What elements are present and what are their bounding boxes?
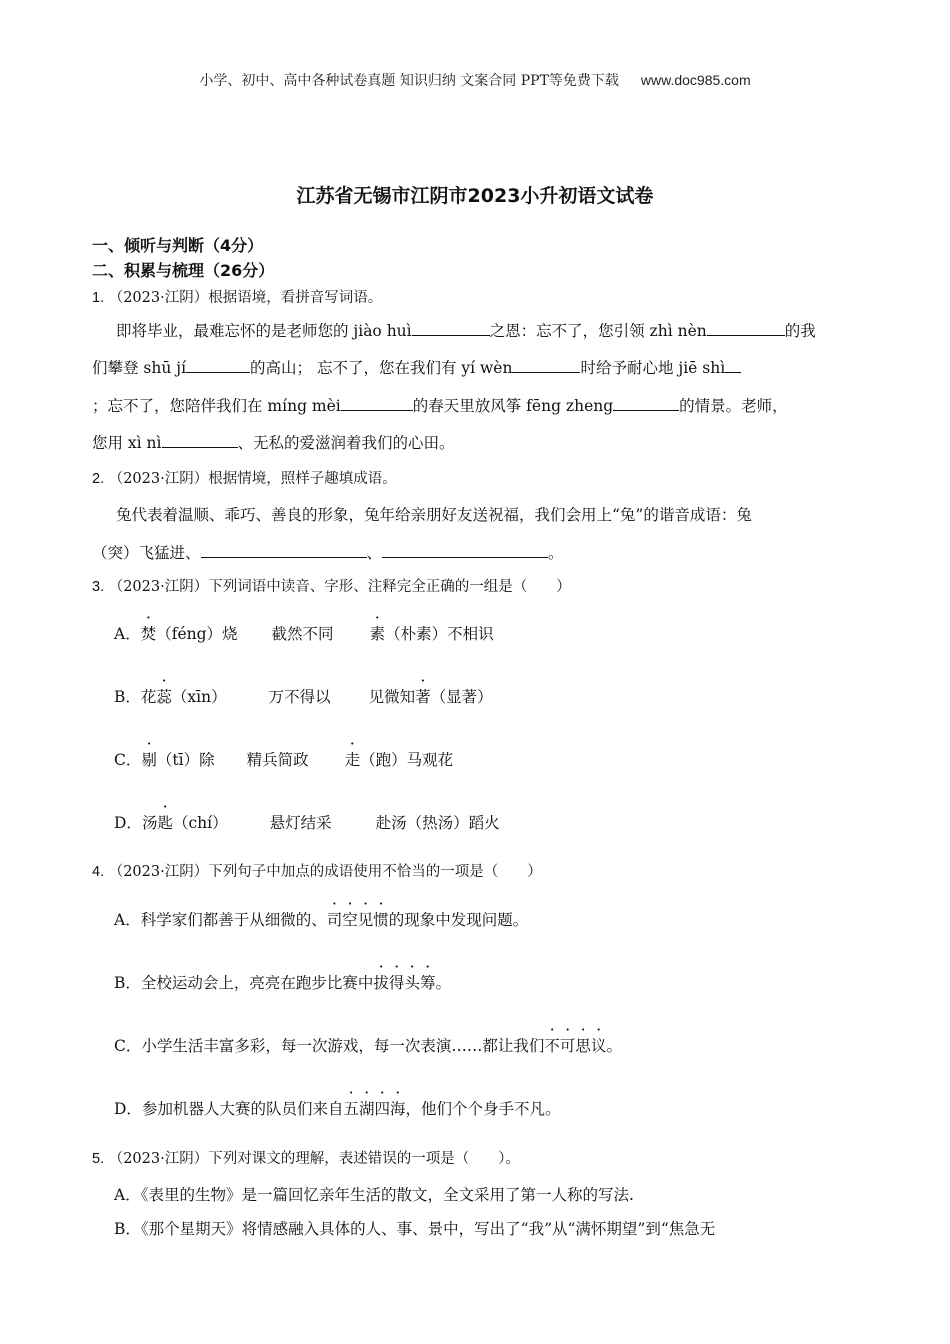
option-text: 。 bbox=[435, 974, 451, 992]
question-3-prompt bbox=[92, 575, 571, 596]
option-text: 《表里的生物》是一篇回忆亲年生活的散文，全文采用了第一人称的写法. bbox=[140, 1186, 634, 1204]
option-word: （跑）马观花 bbox=[360, 751, 454, 769]
header-text: 小学、初中、高中各种试卷真题 知识归纳 文案合同 PPT等免费下载 bbox=[199, 73, 619, 89]
dotted-char: 湖 bbox=[358, 1100, 375, 1118]
q1-text: 即将毕业，最难忘怀的是老师您的 jiào huì bbox=[116, 322, 412, 340]
option-word: （féng）烧 bbox=[156, 625, 238, 643]
q1-text: 的情景。老师， bbox=[679, 397, 788, 415]
q2-text: 、 bbox=[366, 544, 383, 562]
dotted-char: 司 bbox=[326, 911, 343, 929]
q5-option-a[interactable] bbox=[114, 1183, 634, 1205]
question-text: （2023·江阴）下列词语中读音、字形、注释完全正确的一组是（ ） bbox=[108, 579, 571, 595]
dotted-char: 可 bbox=[559, 1037, 576, 1055]
option-word: 万不得以 bbox=[268, 688, 331, 706]
q2-line-1: 兔代表着温顺、乖巧、善良的形象，兔年给亲朋好友送祝福，我们会用上“兔”的谐音成语：兔 bbox=[116, 506, 752, 524]
q3-option-d[interactable] bbox=[114, 811, 500, 833]
option-word: （xīn） bbox=[171, 688, 227, 706]
q1-text: 、无私的爱滋润着我们的心田。 bbox=[237, 434, 455, 452]
question-text: （2023·江阴）下列对课文的理解，表述错误的一项是（ ）。 bbox=[108, 1151, 520, 1167]
option-word: （tī）除 bbox=[156, 751, 215, 769]
option-label: C． bbox=[114, 751, 142, 769]
q1-line-1 bbox=[116, 319, 816, 341]
q5-option-b[interactable] bbox=[114, 1217, 715, 1239]
q4-option-c[interactable] bbox=[114, 1034, 622, 1056]
q3-option-c[interactable] bbox=[114, 748, 453, 770]
question-text: （2023·江阴）根据语境，看拼音写词语。 bbox=[108, 290, 383, 306]
q1-text: 的高山； 忘不了，您在我们有 yí wèn bbox=[250, 359, 513, 377]
answer-blank[interactable] bbox=[512, 358, 580, 373]
option-label: A． bbox=[114, 1186, 141, 1204]
option-word: （朴素）不相识 bbox=[385, 625, 494, 643]
question-number: 3. bbox=[92, 579, 105, 595]
dotted-char: 拔 bbox=[373, 974, 389, 992]
dotted-char: 见 bbox=[357, 911, 374, 929]
page-title: 江苏省无锡市江阴市2023小升初语文试卷 bbox=[296, 185, 654, 207]
dotted-char: 蕊 bbox=[156, 688, 172, 706]
dotted-char: 议 bbox=[590, 1037, 607, 1055]
option-label: B． bbox=[114, 1220, 141, 1238]
q2-text: 。 bbox=[548, 544, 564, 562]
dotted-char: 著 bbox=[415, 688, 431, 706]
dotted-char: 不 bbox=[544, 1037, 560, 1055]
answer-blank[interactable] bbox=[613, 396, 679, 411]
question-number: 5. bbox=[92, 1151, 105, 1167]
option-text: ，他们个个身手不凡。 bbox=[405, 1100, 561, 1118]
question-number: 2. bbox=[92, 471, 105, 487]
dotted-char: 焚 bbox=[140, 625, 157, 643]
option-word: 精兵简政 bbox=[246, 751, 309, 769]
answer-blank[interactable] bbox=[186, 358, 250, 373]
q2-line-2 bbox=[92, 541, 564, 563]
q1-line-3 bbox=[92, 394, 788, 416]
answer-blank[interactable] bbox=[412, 321, 490, 336]
q1-text: 的春天里放风筝 fēng zheng bbox=[412, 397, 614, 415]
page-header bbox=[0, 70, 950, 90]
q4-option-b[interactable] bbox=[114, 971, 451, 993]
q2-text: （突）飞猛进、 bbox=[92, 544, 201, 562]
option-word: 汤 bbox=[141, 814, 158, 832]
option-word: 花 bbox=[140, 688, 157, 706]
q3-option-b[interactable] bbox=[114, 685, 493, 707]
question-text: （2023·江阴）根据情境，照样子趣填成语。 bbox=[108, 471, 397, 487]
q1-text: 您用 xì nì bbox=[92, 434, 162, 452]
question-text: （2023·江阴）下列句子中加点的成语使用不恰当的一项是（ ） bbox=[108, 864, 542, 880]
q4-option-a[interactable] bbox=[114, 908, 528, 930]
option-word: （chí） bbox=[172, 814, 228, 832]
option-label: B． bbox=[114, 688, 141, 706]
q1-line-4 bbox=[92, 431, 455, 453]
option-text: 《那个星期天》将情感融入具体的人、事、景中，写出了“我”从“满怀期望”到“焦急无 bbox=[140, 1220, 716, 1238]
q1-text: 时给予耐心地 jiē shì bbox=[580, 359, 726, 377]
option-word: 赴汤（热汤）蹈火 bbox=[375, 814, 500, 832]
dotted-char: 走 bbox=[344, 751, 361, 769]
q1-text: ；忘不了，您陪伴我们在 míng mèi bbox=[92, 397, 341, 415]
q4-option-d[interactable] bbox=[114, 1097, 561, 1119]
q3-option-a[interactable] bbox=[114, 622, 494, 644]
dotted-char: 剔 bbox=[141, 751, 157, 769]
dotted-char: 惯 bbox=[373, 911, 389, 929]
answer-blank[interactable] bbox=[162, 433, 238, 448]
answer-blank[interactable] bbox=[707, 321, 785, 336]
option-word: 见微知 bbox=[368, 688, 416, 706]
option-text: 科学家们都善于从细微的、 bbox=[140, 911, 327, 929]
option-text: 全校运动会上，亮亮在跑步比赛中 bbox=[140, 974, 374, 992]
question-1-prompt bbox=[92, 286, 382, 307]
section-1-heading: 一、倾听与判断（4分） bbox=[92, 236, 264, 255]
q1-text: 们攀登 shū jí bbox=[92, 359, 187, 377]
answer-blank[interactable] bbox=[201, 543, 367, 558]
question-number: 4. bbox=[92, 864, 105, 880]
dotted-char: 五 bbox=[343, 1100, 359, 1118]
dotted-char: 素 bbox=[369, 625, 386, 643]
q1-text: 的我 bbox=[784, 322, 816, 340]
dotted-char: 得 bbox=[388, 974, 405, 992]
answer-blank[interactable] bbox=[725, 358, 741, 373]
question-4-prompt bbox=[92, 860, 542, 881]
option-label: D． bbox=[114, 1100, 142, 1118]
option-word: （显著） bbox=[430, 688, 493, 706]
header-site[interactable]: www.doc985.com bbox=[640, 72, 751, 88]
option-label: C． bbox=[114, 1037, 142, 1055]
option-word: 截然不同 bbox=[271, 625, 334, 643]
option-text: 的现象中发现问题。 bbox=[388, 911, 529, 929]
option-label: B． bbox=[114, 974, 141, 992]
option-text: 小学生活丰富多彩，每一次游戏，每一次表演……都让我们 bbox=[141, 1037, 545, 1055]
dotted-char: 思 bbox=[575, 1037, 591, 1055]
dotted-char: 海 bbox=[390, 1100, 406, 1118]
question-2-prompt bbox=[92, 467, 397, 488]
option-label: A． bbox=[114, 911, 141, 929]
q1-text: 之恩：忘不了，您引领 zhì nèn bbox=[489, 322, 707, 340]
dotted-char: 头 bbox=[404, 974, 420, 992]
dotted-char: 筹 bbox=[419, 974, 436, 992]
dotted-char: 空 bbox=[342, 911, 358, 929]
option-label: D． bbox=[114, 814, 142, 832]
dotted-char: 匙 bbox=[157, 814, 173, 832]
option-text: 参加机器人大赛的队员们来自 bbox=[141, 1100, 344, 1118]
question-number: 1. bbox=[92, 290, 105, 306]
option-word: 悬灯结采 bbox=[269, 814, 332, 832]
q1-line-2 bbox=[92, 356, 741, 378]
option-label: A． bbox=[114, 625, 141, 643]
question-5-prompt bbox=[92, 1147, 520, 1168]
answer-blank[interactable] bbox=[382, 543, 548, 558]
answer-blank[interactable] bbox=[341, 396, 413, 411]
section-2-heading: 二、积累与梳理（26分） bbox=[92, 261, 275, 280]
dotted-char: 四 bbox=[374, 1100, 390, 1118]
option-text: 。 bbox=[606, 1037, 622, 1055]
